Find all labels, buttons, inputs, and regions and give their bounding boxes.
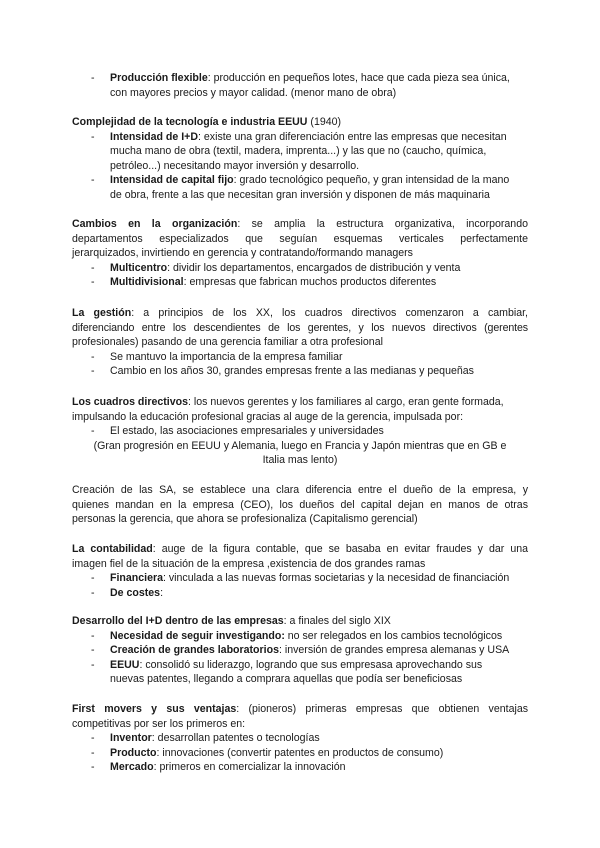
list-item: - Se mantuvo la importancia de la empresa familiar <box>91 350 343 363</box>
list-item: - De costes: <box>91 586 164 599</box>
bullet: - <box>91 72 95 84</box>
text-line: Los cuadros directivos: los nuevos gerentes y los familiares al cargo, eran gente formada, <box>72 396 504 408</box>
text-line: Desarrollo del I+D dentro de las empresas: a finales del siglo XIX <box>72 615 391 627</box>
section-contabilidad <box>72 542 528 600</box>
section-first-movers <box>72 702 528 775</box>
text-line: con mayores precios y mayor calidad. (menor mano de obra) <box>110 86 397 99</box>
list-item: - Producción flexible: producción en pequeños lotes, hace que cada pieza sea única, <box>72 71 528 86</box>
text-line: petróleo...) necesitando mayor inversión y desarrollo. <box>110 159 360 172</box>
text-line: La contabilidad: auge de la figura contable, que se basaba en evitar fraudes y dar una <box>72 543 528 555</box>
section-complejidad <box>72 115 528 203</box>
text-line: jerarquizados, invirtiendo en gerencia y contratando/formando managers <box>72 247 413 260</box>
text-line: La gestión: a principios de los XX, los cuadros directivos comenzaron a cambiar, <box>72 307 528 319</box>
term: Producción flexible <box>110 72 208 84</box>
section-heading: Complejidad de la tecnología e industria EEUU (1940) <box>72 116 342 128</box>
text-line: Cambios en la organización: se amplia la estructura organizativa, incorporando <box>72 218 528 230</box>
list-item: - Necesidad de seguir investigando: no ser relegados en los cambios tecnológicos <box>91 629 503 642</box>
text-line: departamentos especializados que seguían esquemas verticales perfectamente <box>72 232 528 245</box>
text-line: diferenciando entre los descendientes de los gerentes, y los nuevos directivos (gerentes <box>72 321 528 334</box>
text-line: competitivas por ser los primeros en: <box>72 717 246 730</box>
text-line: Creación de las SA, se establece una clara diferencia entre el dueño de la empresa, y <box>72 484 528 496</box>
text-line: First movers y sus ventajas: (pioneros) primeras empresas que obtienen ventajas <box>72 703 529 715</box>
text-line: quienes mandan en la empresa (CEO), los dueños del capital dejan en manos de otras <box>72 498 528 511</box>
list-item: - Multidivisional: empresas que fabrican muchos productos diferentes <box>91 276 437 289</box>
list-item: - Intensidad de I+D: existe una gran diferenciación entre las empresas que necesitan <box>91 130 507 143</box>
text-line: personas la gerencia, que ahora se profesionaliza (Capitalismo gerencial) <box>72 513 418 526</box>
list-item: - Inventor: desarrollan patentes o tecnologías <box>91 732 320 745</box>
note-line: (Gran progresión en EEUU y Alemania, luego en Francia y Japón mientras que en GB e <box>93 439 507 452</box>
section-sa <box>72 483 528 527</box>
list-item: - Intensidad de capital fijo: grado tecnológico pequeño, y gran intensidad de la mano <box>91 174 510 187</box>
list-item: - EEUU: consolidó su liderazgo, logrando que sus empresasa aprovechando sus <box>91 658 483 671</box>
text-line: de obra, frente a las que necesitan gran inversión y disponen de más maquinaria <box>110 188 490 201</box>
list-item: - Multicentro: dividir los departamentos, encargados de distribución y venta <box>91 261 461 274</box>
text-line: nuevas patentes, llegando a comprara aquellas que podía ser beneficiosas <box>110 673 463 686</box>
text-line: impulsando la educación profesional gracias al auge de la gerencia, impulsada por: <box>72 410 464 423</box>
list-item: - El estado, las asociaciones empresariales y universidades <box>91 425 384 438</box>
list-item: - Creación de grandes laboratorios: inversión de grandes empresa alemanas y USA <box>91 644 510 657</box>
section-gestion <box>72 306 528 379</box>
section-desarrollo-id <box>72 614 528 687</box>
text-line: mucha mano de obra (textil, madera, imprenta...) y las que no (caucho, química, <box>110 145 487 158</box>
list-item: - Financiera: vinculada a las nuevas formas societarias y la necesidad de financiación <box>91 572 510 585</box>
note-line: Italia mas lento) <box>262 454 338 467</box>
section-cambios-organizacion <box>72 217 528 290</box>
list-item: - Producto: innovaciones (convertir patentes en productos de consumo) <box>91 746 444 759</box>
text-line: imagen fiel de la situación de la empresa ,existencia de dos grandes ramas <box>72 557 426 570</box>
section-cuadros-directivos <box>72 395 528 468</box>
list-item: - Mercado: primeros en comercializar la innovación <box>91 761 346 774</box>
section-produccion-flexible <box>72 71 528 100</box>
text-line: profesionales) pasando de una gerencia familiar a otra profesional <box>72 336 383 349</box>
list-item: - Cambio en los años 30, grandes empresas frente a las medianas y pequeñas <box>91 365 474 378</box>
